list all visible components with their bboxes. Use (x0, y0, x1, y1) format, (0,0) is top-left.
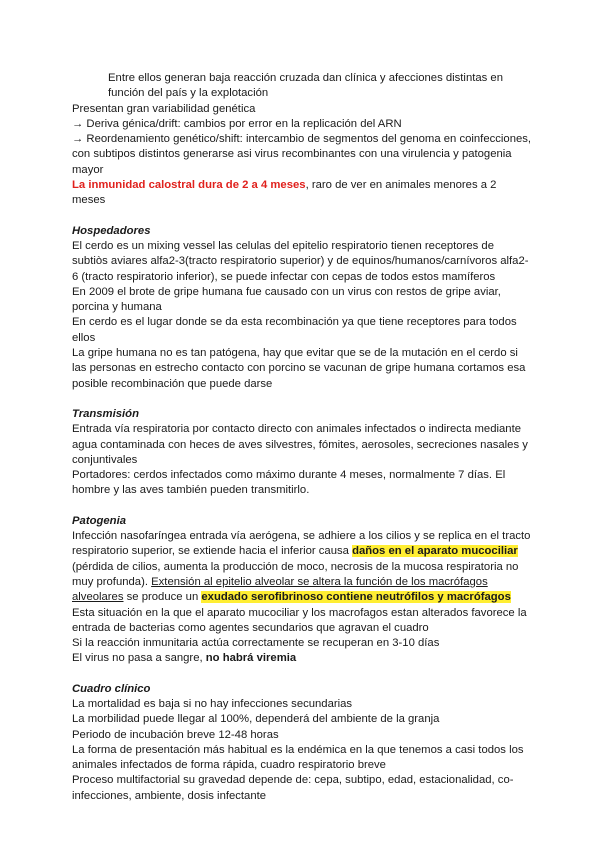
paragraph: Portadores: cerdos infectados como máximo durante 4 meses, normalmente 7 días. El hombre y las aves también pueden transmitirlo. (72, 469, 506, 497)
paragraph: Proceso multifactorial su gravedad depende de: cepa, subtipo, edad, estacionalidad, co-infecciones, ambiente, dosis infectante (72, 774, 514, 802)
paragraph: Si la reacción inmunitaria actúa correctamente se recuperan en 3-10 días (72, 637, 440, 650)
paragraph: La morbilidad puede llegar al 100%, dependerá del ambiente de la granja (72, 713, 440, 726)
paragraph (72, 651, 532, 666)
highlighted-text: exudado serofibrinoso contiene neutrófilos y macrófagos (201, 591, 511, 604)
section-heading-hospedadores: Hospedadores (72, 224, 151, 237)
paragraph: La forma de presentación más habitual es la endémica en la que tenemos a casi todos los animales infectados de forma rápida, cuadro respiratorio breve (72, 743, 524, 772)
text-run: , raro de ver en animales menores a 2 meses (72, 179, 497, 207)
text-run: se produce un (123, 591, 202, 604)
section-heading-cuadro-clinico: Cuadro clínico (72, 682, 151, 695)
intro-paragraph: Presentan gran variabilidad genética (72, 102, 256, 115)
intro-paragraph (72, 178, 532, 209)
paragraph: Esta situación en la que el aparato mucociliar y los macrofagos estan alterados favorece la entrada de bacterias como agentes secundarios que agravan el cuadro (72, 606, 527, 634)
paragraph: En cerdo es el lugar donde se da esta recombinación ya que tiene receptores para todos ellos (72, 316, 517, 344)
underlined-text: Extensión al epitelio alveolar se altera la función de los macrófagos alveolares (72, 575, 488, 604)
intro-paragraph: → Deriva génica/drift: cambios por error en la replicación del ARN (72, 117, 402, 130)
paragraph (72, 529, 532, 605)
paragraph: Entrada vía respiratoria por contacto directo con animales infectados o indirecta mediante agua contaminada con heces de aves silvestres, fómites, aerosoles, secreciones nasales y conjuntivales (72, 423, 528, 466)
document-body (72, 71, 532, 804)
section-heading-patogenia: Patogenia (72, 514, 126, 527)
paragraph: El cerdo es un mixing vessel las celulas del epitelio respiratorio tienen receptores de subtiòs aviares alfa2-3(tracto respiratorio superior) y de equinos/humanos/carnívoros alfa2-6 (tracto respiratorio inferior), se puede infectar con cepas de todos estos mamíferos (72, 239, 529, 283)
intro-paragraph: → Reordenamiento genético/shift: intercambio de segmentos del genoma en coinfecciones, con subtipos distintos generarse asi virus recombinantes con una virulencia y patogenia mayor (72, 133, 532, 176)
highlighted-red-text: La inmunidad calostral dura de 2 a 4 meses (72, 179, 306, 192)
paragraph: La mortalidad es baja si no hay infecciones secundarias (72, 697, 353, 710)
section-heading-transmision: Transmisión (72, 407, 139, 420)
highlighted-text: daños en el aparato mucociliar (352, 545, 518, 558)
paragraph: Periodo de incubación breve 12-48 horas (72, 728, 279, 741)
paragraph: En 2009 el brote de gripe humana fue causado con un virus con restos de gripe aviar, porcina y humana (72, 285, 501, 314)
intro-paragraph: Entre ellos generan baja reacción cruzada dan clínica y afecciones distintas en función del país y la explotación (108, 72, 503, 100)
paragraph: La gripe humana no es tan patógena, hay que evitar que se de la mutación en el cerdo si las personas en estrecho contacto con porcino se vacunan de gripe humana cortamos esa posible recombinación que puede darse (72, 347, 526, 390)
bold-text: no habrá viremia (205, 652, 297, 665)
text-run: El virus no pasa a sangre, (72, 652, 206, 665)
text-run: (pérdida de cilios, aumenta la producción de moco, necrosis de la mucosa respiratoria no muy profunda). (72, 560, 519, 588)
text-run: Infección nasofaríngea entrada vía aerógena, se adhiere a los cilios y se replica en el tracto respiratorio superior, se extiende hacia el inferior causa (72, 530, 531, 558)
